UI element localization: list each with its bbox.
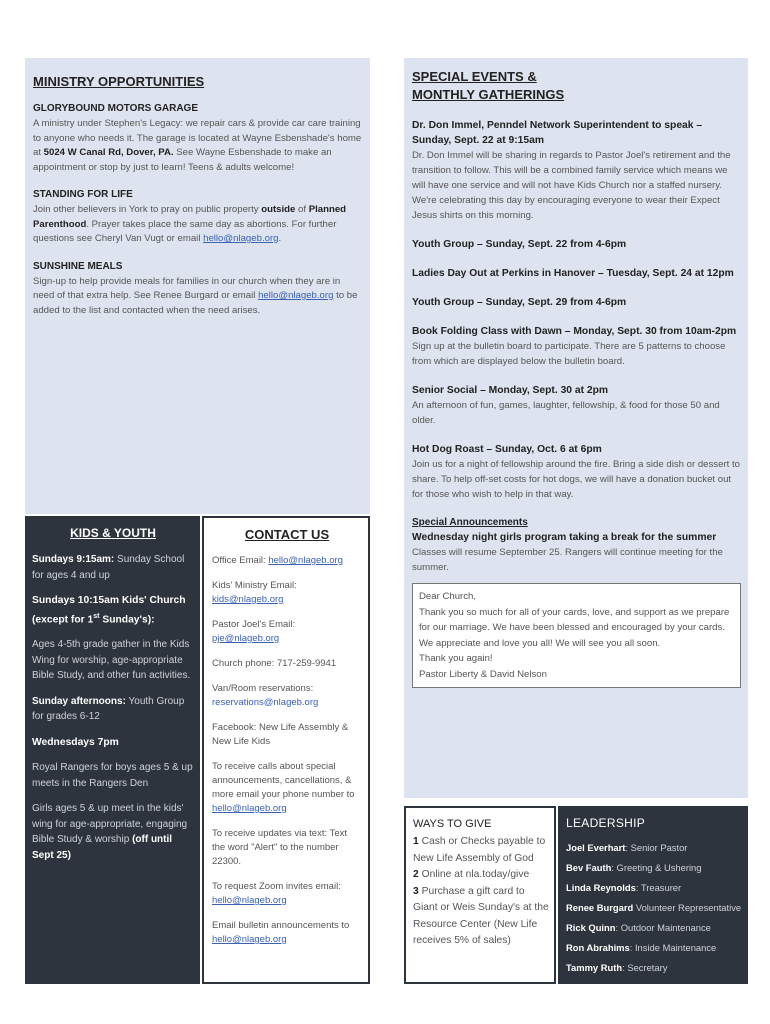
sunshine-title: SUNSHINE MEALS [33, 260, 123, 272]
wednesday-heading: Wednesdays 7pm [32, 736, 119, 748]
van-reservations [212, 682, 362, 710]
bulletin-email-link[interactable]: hello@nlageb.org [212, 934, 287, 945]
leader-row: Bev Fauth: Greeting & Ushering [566, 862, 702, 873]
announcements-subtitle: Wednesday night girls program taking a break for the summer [412, 532, 717, 543]
leader-name: Renee Burgard [566, 902, 634, 913]
kids-email [212, 579, 362, 607]
contact-title: CONTACT US [244, 527, 330, 542]
garage-text [33, 117, 362, 175]
standing-text-1: Join other believers in York to pray on public property [33, 204, 262, 215]
event-item [412, 266, 741, 281]
sunshine-text-2: to be added to the list and contacted when the need arises. [33, 290, 358, 316]
announcements-title: Special Announcements [412, 517, 528, 528]
leader-name: Ron Abrahims [566, 942, 630, 953]
ministry-title: MINISTRY OPPORTUNITIES [33, 74, 205, 89]
calls-text-body: To receive calls about special announcements, cancellations, & more email your phone number to [212, 761, 355, 800]
event-body: Sign up at the bulletin board to participate. There are 5 patterns to choose from which are displayed below the bulletin board. [412, 341, 726, 367]
event-title: Ladies Day Out at Perkins in Hanover – Tuesday, Sept. 24 at 12pm [412, 268, 734, 279]
leader-name: Joel Everhart [566, 842, 626, 853]
contact-panel [202, 516, 370, 984]
event-item [412, 118, 741, 223]
leader-row: Rick Quinn: Outdoor Maintenance [566, 922, 711, 933]
event-item [412, 295, 741, 310]
kids-church-heading: Sundays 10:15am Kids' Church (except for 1st Sunday's): [32, 595, 186, 625]
zoom-email-link[interactable]: hello@nlageb.org [212, 895, 287, 906]
announcements-body: Classes will resume September 25. Rangers will continue meeting for the summer. [412, 547, 723, 573]
special-events-panel [404, 58, 748, 798]
leader-row: Ron Abrahims: Inside Maintenance [566, 942, 717, 953]
leader-name: Linda Reynolds [566, 882, 636, 893]
standing-text [33, 203, 362, 247]
office-email-link[interactable]: hello@nlageb.org [268, 555, 343, 566]
special-title [412, 68, 741, 104]
garage-address: 5024 W Canal Rd, Dover, PA. [43, 147, 174, 158]
leader-role: Senior Pastor [630, 842, 688, 853]
calls-text [212, 760, 362, 816]
event-item [412, 237, 741, 252]
sunshine-text [33, 275, 362, 319]
rangers-text: Royal Rangers for boys ages 5 & up meets in the Rangers Den [32, 762, 193, 789]
girls-text-body: Girls ages 5 & up meet in the kids' wing for age-appropriate, engaging Bible Study & worship [32, 803, 188, 846]
give-item-number: 2 [413, 869, 419, 880]
leader-role: Secretary [627, 962, 668, 973]
give-item-text: Online at nla.today/give [418, 869, 530, 880]
pastor-email-label: Pastor Joel's Email: [212, 619, 296, 630]
event-item [412, 324, 741, 369]
ministry-opportunities-panel [25, 58, 370, 514]
van-email-link[interactable]: reservations@nlageb.org [212, 697, 319, 708]
van-label: Van/Room reservations: [212, 683, 314, 694]
thank-you-letter [412, 583, 741, 688]
leadership-title: LEADERSHIP [566, 816, 646, 830]
give-item [413, 884, 549, 950]
facebook-text: Facebook: New Life Assembly & New Life Kids [212, 722, 349, 747]
letter-signature: Pastor Liberty & David Nelson [419, 668, 547, 680]
standing-text-2: of [295, 204, 309, 215]
event-title: Dr. Don Immel, Penndel Network Superintendent to speak – Sunday, Sept. 22 at 9:15am [412, 120, 703, 146]
event-body: Dr. Don Immel will be sharing in regards to Pastor Joel's retirement and the transition to follow. This will be a combined family service which means we will have one service and will not have Kids Church nor a staffed nursery. We're celebrating this day by encouraging everyone to wear their Expect Jesus shirts on this morning. [412, 150, 731, 221]
event-body: An afternoon of fun, games, laughter, fellowship, & food for those 50 and older. [412, 400, 720, 426]
youth-group-text [32, 694, 194, 725]
sunday-915-text: Sunday School for ages 4 and up [32, 554, 185, 581]
give-item [413, 867, 549, 884]
leader-role: Greeting & Ushering [616, 862, 702, 873]
garage-text-2: See Wayne Esbenshade to make an appointment or stop by just to learn! Teens & adults welcome! [33, 147, 332, 173]
pastor-email-link[interactable]: pje@nlageb.org [212, 633, 280, 644]
kids-title: KIDS & YOUTH [70, 526, 156, 540]
leader-row: Tammy Ruth: Secretary [566, 962, 668, 973]
leadership-panel [558, 806, 748, 984]
church-phone: Church phone: 717-259-9941 [212, 658, 337, 669]
event-title: Youth Group – Sunday, Sept. 29 from 4-6pm [412, 297, 627, 308]
leader-role: Treasurer [640, 882, 682, 893]
girls-text-bold: (off until Sept 25) [32, 834, 173, 861]
office-email [212, 554, 362, 568]
office-email-label: Office Email: [212, 555, 269, 566]
kids-youth-panel [25, 516, 200, 984]
give-item-text: Cash or Checks payable to New Life Assembly of God [413, 836, 546, 864]
event-title: Youth Group – Sunday, Sept. 22 from 4-6pm [412, 239, 627, 250]
standing-text-4: . [278, 233, 282, 244]
ways-to-give-panel [404, 806, 556, 984]
leader-row: Joel Everhart: Senior Pastor [566, 842, 688, 853]
leader-name: Rick Quinn [566, 922, 616, 933]
zoom-text-body: To request Zoom invites email: [212, 881, 341, 892]
bulletin-text [212, 919, 362, 947]
girls-text [32, 801, 194, 863]
kids-email-label: Kids' Ministry Email: [212, 580, 297, 591]
zoom-text [212, 880, 362, 908]
event-body: Join us for a night of fellowship around the fire. Bring a side dish or dessert to share. To help off-set costs for hot dogs, we will have a donation bucket out for those who wish to help in that way. [412, 459, 740, 500]
letter-greeting: Dear Church, [419, 591, 477, 602]
leader-row: Linda Reynolds: Treasurer [566, 882, 682, 893]
give-item-text: Purchase a gift card to Giant or Weis Sunday's at the Resource Center (New Life receives 5% of sales) [413, 885, 549, 946]
afternoon-label: Sunday afternoons: [32, 695, 126, 707]
standing-email-link[interactable]: hello@nlageb.org [203, 233, 279, 244]
calls-email-link[interactable]: hello@nlageb.org [212, 803, 287, 814]
event-item [412, 442, 741, 502]
leader-role: Outdoor Maintenance [620, 922, 711, 933]
leader-name: Bev Fauth [566, 862, 612, 873]
afternoon-text: Youth Group for grades 6-12 [32, 695, 185, 723]
standing-bold-2: Planned Parenthood [33, 204, 347, 230]
standing-bold-1: outside [261, 204, 296, 215]
letter-closing: Thank you again! [419, 653, 493, 664]
event-item [412, 383, 741, 428]
special-title-line-1: SPECIAL EVENTS & [412, 69, 537, 84]
sunshine-text-1: Sign-up to help provide meals for families in our church when they are in need of that extra help. See Renee Burgard or email [33, 275, 341, 301]
give-item-number: 3 [413, 885, 419, 897]
letter-body: Thank you so much for all of your cards, love, and support as we prepare for our marriage. We have been blessed and encouraged by your cards. We appreciate and love you all! We will see you all soon. [419, 606, 730, 649]
give-item [413, 834, 549, 867]
garage-text-1: A ministry under Stephen's Legacy: we repair cars & provide car care training to anyone who needs it. The garage is located at Wayne Esbenshade's home at [33, 118, 362, 158]
event-title: Book Folding Class with Dawn – Monday, Sept. 30 from 10am-2pm [412, 326, 737, 337]
kids-church-text: Ages 4-5th grade gather in the Kids Wing for worship, age-appropriate Bible Study, and other fun activities. [32, 639, 191, 682]
leader-role: Volunteer Representative [635, 902, 742, 913]
event-title: Hot Dog Roast – Sunday, Oct. 6 at 6pm [412, 444, 602, 455]
sunday-school-text [32, 552, 194, 583]
pastor-email [212, 618, 362, 646]
sunshine-email-link[interactable]: hello@nlageb.org [258, 290, 334, 301]
standing-text-3: . Prayer takes place the same day as abortions. For further questions see Cheryl Van Vugt or email [33, 218, 337, 244]
event-title: Senior Social – Monday, Sept. 30 at 2pm [412, 385, 609, 396]
garage-title: GLORYBOUND MOTORS GARAGE [33, 103, 199, 114]
kids-email-link[interactable]: kids@nlageb.org [212, 594, 284, 605]
leader-role: Inside Maintenance [634, 942, 717, 953]
leader-name: Tammy Ruth [566, 962, 623, 973]
sunday-915-label: Sundays 9:15am: [32, 554, 115, 565]
ways-title: WAYS TO GIVE [413, 818, 492, 830]
special-announcements [412, 516, 741, 575]
standing-title: STANDING FOR LIFE [33, 189, 133, 200]
leader-row [566, 898, 742, 918]
text-updates: To receive updates via text: Text the word "Alert" to the number 22300. [212, 828, 348, 867]
special-title-line-2: MONTHLY GATHERINGS [412, 87, 565, 102]
give-item-number: 1 [413, 836, 419, 847]
bulletin-text-body: Email bulletin announcements to [212, 920, 350, 931]
